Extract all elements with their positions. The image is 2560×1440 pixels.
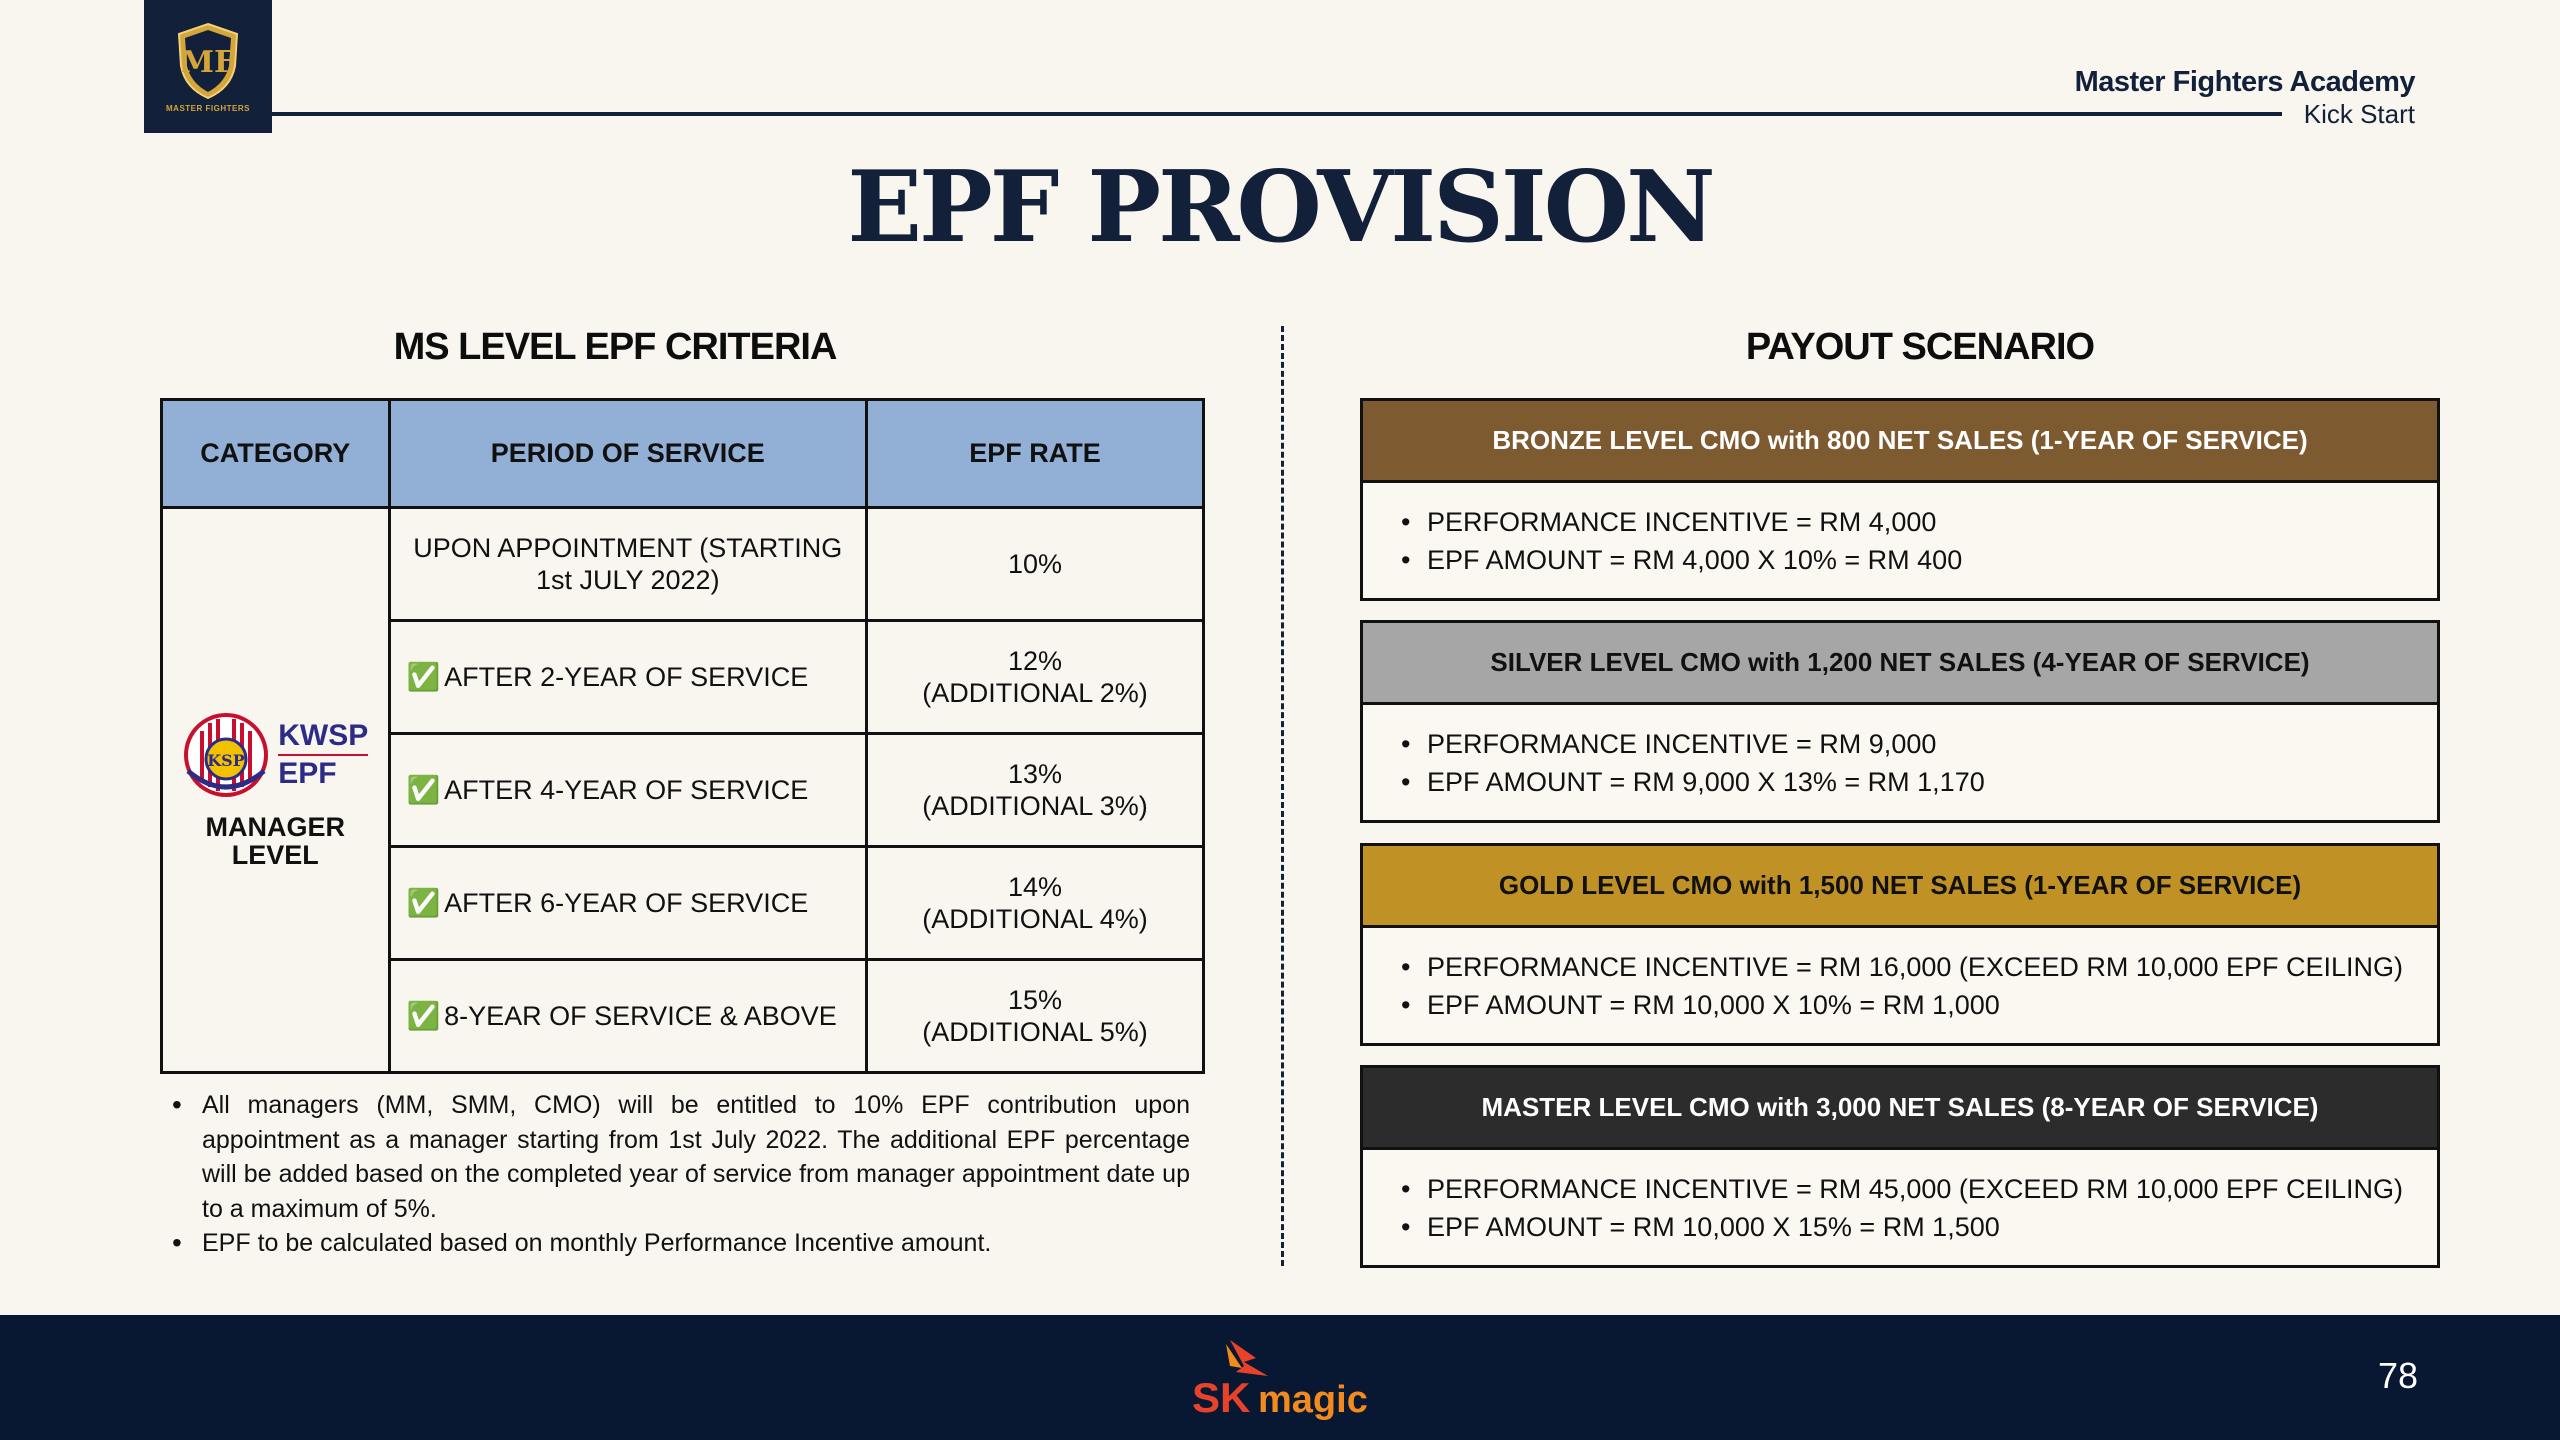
period-cell	[389, 960, 867, 1073]
rate-value: 14%	[1008, 872, 1063, 902]
card-line: • EPF AMOUNT = RM 10,000 X 10% = RM 1,000	[1401, 986, 2437, 1024]
kwsp-seal-icon	[182, 711, 270, 799]
card-line: • PERFORMANCE INCENTIVE = RM 16,000 (EXCEED RM 10,000 EPF CEILING)	[1401, 948, 2437, 986]
epf-criteria-table	[160, 398, 1205, 1074]
period-cell	[389, 508, 867, 621]
rate-additional: (ADDITIONAL 4%)	[922, 904, 1148, 934]
shield-logo-icon	[173, 20, 243, 102]
sk-magic-logo	[1186, 1332, 1376, 1424]
period-cell	[389, 847, 867, 960]
criteria-notes	[172, 1088, 1190, 1261]
check-icon: ✅	[406, 775, 441, 805]
period-text: AFTER 2-YEAR OF SERVICE	[444, 662, 809, 692]
card-body	[1363, 483, 2437, 579]
card-body	[1363, 705, 2437, 801]
period-text: AFTER 4-YEAR OF SERVICE	[444, 775, 809, 805]
period-text: UPON APPOINTMENT (STARTING 1st JULY 2022)	[413, 533, 843, 595]
brand-subtitle: Kick Start	[2303, 99, 2415, 129]
header-rule	[272, 112, 2282, 116]
column-header-period: PERIOD OF SERVICE	[389, 400, 867, 508]
card-body	[1363, 1150, 2437, 1246]
kwsp-wordmark	[278, 719, 368, 791]
butterfly-icon	[1230, 1340, 1268, 1376]
kwsp-rule	[278, 754, 368, 756]
card-line: • EPF AMOUNT = RM 10,000 X 15% = RM 1,500	[1401, 1208, 2437, 1246]
check-icon: ✅	[406, 662, 441, 692]
note-item: • EPF to be calculated based on monthly Performance Incentive amount.	[172, 1226, 1190, 1261]
section-divider	[1281, 326, 1284, 1266]
table-header-row	[162, 400, 1204, 508]
kwsp-logo	[163, 711, 388, 799]
card-title: SILVER LEVEL CMO with 1,200 NET SALES (4-YEAR OF SERVICE)	[1363, 623, 2437, 705]
card-line: • PERFORMANCE INCENTIVE = RM 9,000	[1401, 725, 2437, 763]
page-title: EPF PROVISION	[847, 150, 1713, 265]
payout-heading: PAYOUT SCENARIO	[1745, 326, 2095, 368]
period-text: 8-YEAR OF SERVICE & ABOVE	[444, 1001, 837, 1031]
academy-logo	[144, 0, 272, 133]
check-icon: ✅	[406, 1001, 441, 1031]
logo-sk-text: SK	[1192, 1374, 1251, 1421]
rate-cell	[867, 621, 1204, 734]
card-line: • PERFORMANCE INCENTIVE = RM 4,000	[1401, 503, 2437, 541]
criteria-heading: MS LEVEL EPF CRITERIA	[393, 326, 837, 368]
svg-text:MF: MF	[180, 45, 236, 80]
note-item: • All managers (MM, SMM, CMO) will be entitled to 10% EPF contribution upon appointment as a manager starting from 1st July 2022. The additional EPF percentage will be added based on the completed year of service from manager appointment date up to a maximum of 5%.	[172, 1088, 1190, 1226]
payout-card-silver	[1360, 620, 2440, 823]
rate-additional: (ADDITIONAL 3%)	[922, 791, 1148, 821]
card-line: • PERFORMANCE INCENTIVE = RM 45,000 (EXCEED RM 10,000 EPF CEILING)	[1401, 1170, 2437, 1208]
card-line: • EPF AMOUNT = RM 9,000 X 13% = RM 1,170	[1401, 763, 2437, 801]
column-header-category: CATEGORY	[162, 400, 390, 508]
epf-label: EPF	[278, 757, 337, 790]
rate-cell	[867, 847, 1204, 960]
payout-card-bronze	[1360, 398, 2440, 601]
payout-card-gold	[1360, 843, 2440, 1046]
logo-magic-text: magic	[1258, 1379, 1368, 1421]
rate-cell	[867, 734, 1204, 847]
card-title: BRONZE LEVEL CMO with 800 NET SALES (1-YEAR OF SERVICE)	[1363, 401, 2437, 483]
rate-additional: (ADDITIONAL 2%)	[922, 678, 1148, 708]
logo-caption: MASTER FIGHTERS	[166, 104, 250, 113]
category-label: MANAGER LEVEL	[205, 812, 345, 870]
card-title: GOLD LEVEL CMO with 1,500 NET SALES (1-YEAR OF SERVICE)	[1363, 846, 2437, 928]
page-number: 78	[2377, 1355, 2418, 1396]
card-line: • EPF AMOUNT = RM 4,000 X 10% = RM 400	[1401, 541, 2437, 579]
brand-title: Master Fighters Academy	[2074, 66, 2415, 98]
rate-additional: (ADDITIONAL 5%)	[922, 1017, 1148, 1047]
payout-card-master	[1360, 1065, 2440, 1268]
card-title: MASTER LEVEL CMO with 3,000 NET SALES (8-YEAR OF SERVICE)	[1363, 1068, 2437, 1150]
rate-value: 13%	[1008, 759, 1063, 789]
card-body	[1363, 928, 2437, 1024]
rate-value: 10%	[1008, 549, 1063, 579]
table-row	[162, 508, 1204, 621]
rate-cell	[867, 508, 1204, 621]
column-header-rate: EPF RATE	[867, 400, 1204, 508]
rate-cell	[867, 960, 1204, 1073]
period-cell	[389, 621, 867, 734]
svg-text:KSP: KSP	[207, 751, 245, 770]
check-icon: ✅	[406, 888, 441, 918]
period-text: AFTER 6-YEAR OF SERVICE	[444, 888, 809, 918]
rate-value: 15%	[1008, 985, 1063, 1015]
category-cell	[162, 508, 390, 1073]
rate-value: 12%	[1008, 646, 1063, 676]
kwsp-label: KWSP	[278, 719, 369, 752]
period-cell	[389, 734, 867, 847]
